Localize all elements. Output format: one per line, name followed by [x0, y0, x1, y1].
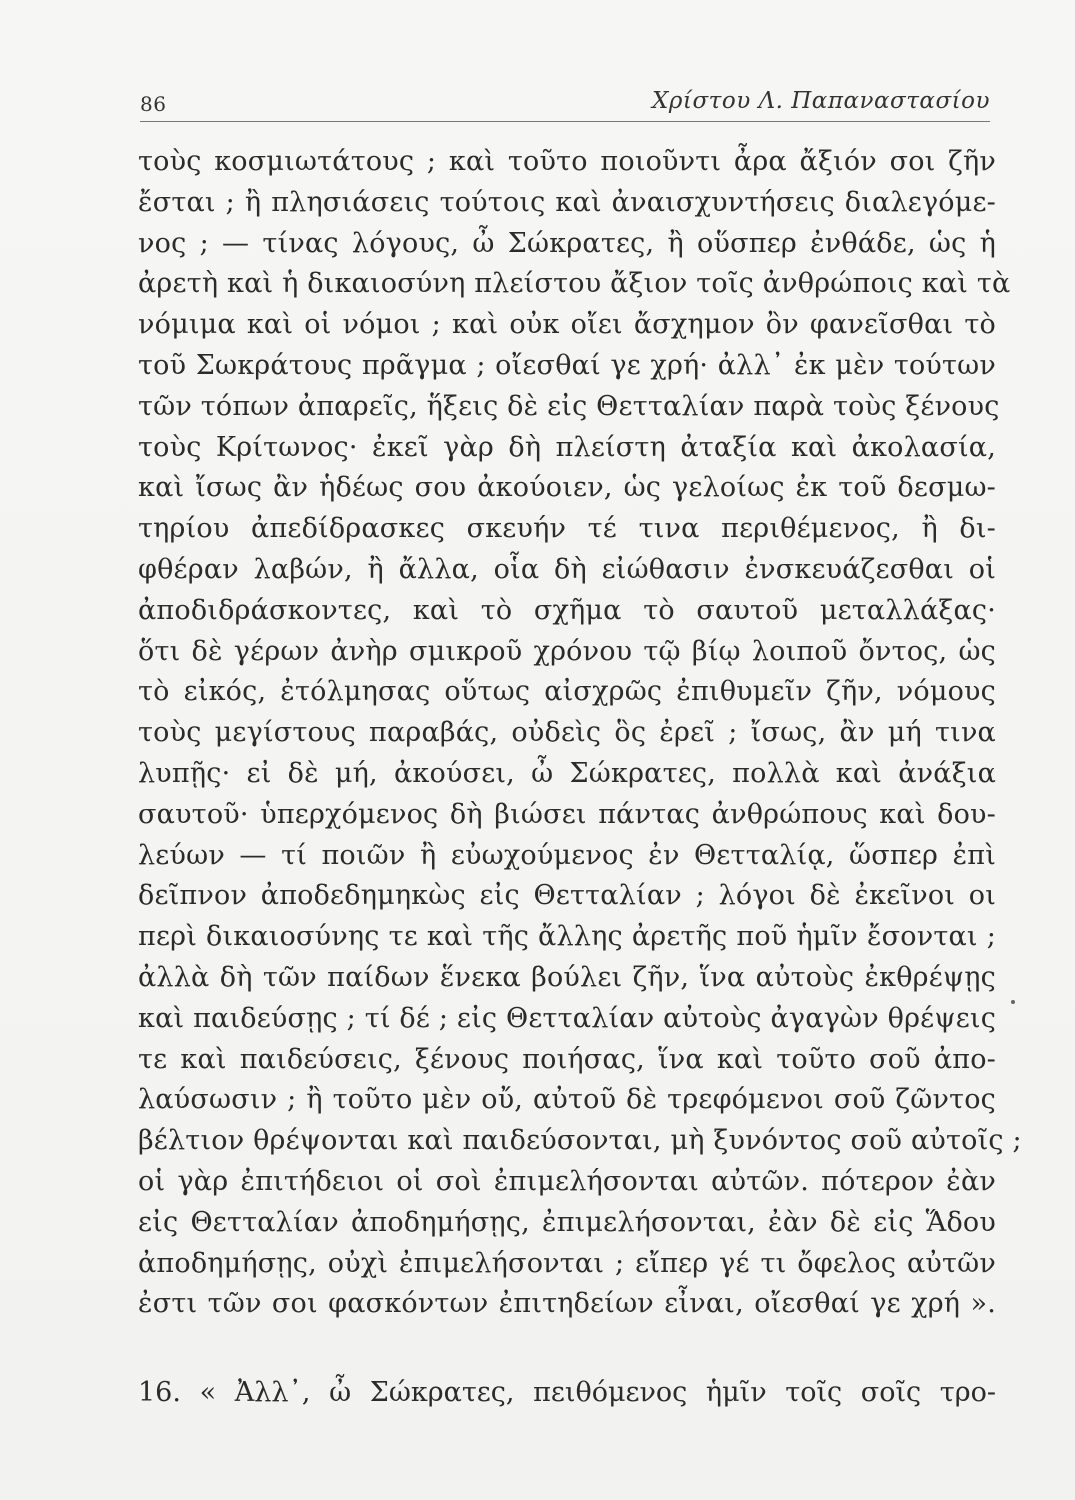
text-line: τοὺς κοσμιωτάτους ; καὶ τοῦτο ποιοῦντι ἆρα ἄξιόν σοι ζῆν [138, 146, 996, 177]
text-line: φθέραν λαβών, ἢ ἄλλα, οἷα δὴ εἰώθασιν ἐνσκευάζεσθαι οἱ [138, 553, 996, 585]
text-line: περὶ δικαιοσύνης τε καὶ τῆς ἄλλης ἀρετῆς ποῦ ἡμῖν ἔσονται ; [138, 921, 996, 953]
text-line: καὶ παιδεύσῃς ; τί δέ ; εἰς Θετταλίαν αὐτοὺς ἀγαγὼν θρέψεις [138, 1002, 997, 1034]
text-line: δεῖπνον ἀποδεδημηκὼς εἰς Θετταλίαν ; λόγοι δὲ ἐκεῖνοι οι [138, 880, 996, 912]
text-line: τὸ εἰκός, ἐτόλμησας οὕτως αἰσχρῶς ἐπιθυμεῖν ζῆν, νόμους [138, 676, 996, 708]
running-head [140, 88, 990, 128]
ink-spot [1011, 1000, 1015, 1004]
text-line: τε καὶ παιδεύσεις, ξένους ποιήσας, ἵνα καὶ τοῦτο σοῦ ἀπο- [138, 1043, 996, 1075]
text-line: τοὺς Κρίτωνος· ἐκεῖ γὰρ δὴ πλείστη ἀταξία καὶ ἀκολασία, [138, 431, 996, 463]
text-line: ὅτι δὲ γέρων ἀνὴρ σμικροῦ χρόνου τῷ βίῳ λοιποῦ ὄντος, ὡς [138, 635, 996, 667]
text-line: λαύσωσιν ; ἢ τοῦτο μὲν οὔ, αὐτοῦ δὲ τρεφόμενοι σοῦ ζῶντος [138, 1084, 996, 1116]
text-line: βέλτιον θρέψονται καὶ παιδεύσονται, μὴ ξυνόντος σοῦ αὐτοῖς ; [138, 1125, 1022, 1157]
text-line: τοῦ Σωκράτους πρᾶγμα ; οἴεσθαί γε χρή· ἀλλ᾽ ἐκ μὲν τούτων [138, 349, 996, 381]
header-rule [140, 121, 990, 122]
text-line: ἀλλὰ δὴ τῶν παίδων ἕνεκα βούλει ζῆν, ἵνα αὐτοὺς ἐκθρέψῃς [138, 961, 996, 993]
text-line: οἱ γὰρ ἐπιτήδειοι οἱ σοὶ ἐπιμελήσονται αὐτῶν. πότερον ἐὰν [138, 1165, 996, 1197]
next-paragraph-line: 16. « Ἀλλ᾽, ὦ Σώκρατες, πειθόμενος ἡμῖν τοῖς σοῖς τρο- [138, 1377, 996, 1408]
text-line: καὶ ἴσως ἂν ἡδέως σου ἀκούοιεν, ὡς γελοίως ἐκ τοῦ δεσμω- [138, 472, 996, 504]
text-line: τοὺς μεγίστους παραβάς, οὐδεὶς ὃς ἐρεῖ ; ἴσως, ἂν μή τινα [138, 717, 996, 749]
text-line: ἀποδιδράσκοντες, καὶ τὸ σχῆμα τὸ σαυτοῦ μεταλλάξας· [138, 594, 996, 626]
text-line: νόμιμα καὶ οἱ νόμοι ; καὶ οὐκ οἴει ἄσχημον ὂν φανεῖσθαι τὸ [138, 309, 996, 341]
page-number: 86 [140, 92, 167, 116]
text-line: λυπῇς· εἰ δὲ μή, ἀκούσει, ὦ Σώκρατες, πολλὰ καὶ ἀνάξια [138, 757, 996, 789]
text-line: λεύων — τί ποιῶν ἢ εὐωχούμενος ἐν Θετταλίᾳ, ὥσπερ ἐπὶ [138, 839, 996, 871]
text-line: ἐστι τῶν σοι φασκόντων ἐπιτηδείων εἶναι, οἴεσθαί γε χρή ». [138, 1288, 996, 1320]
text-line: νος ; — τίνας λόγους, ὦ Σώκρατες, ἢ οὕσπερ ἐνθάδε, ὡς ἡ [138, 227, 996, 259]
text-line: ἀποδημήσῃς, οὐχὶ ἐπιμελήσονται ; εἴπερ γέ τι ὄφελος αὐτῶν [138, 1247, 996, 1279]
text-line: σαυτοῦ· ὑπερχόμενος δὴ βιώσει πάντας ἀνθρώπους καὶ δου- [138, 798, 996, 830]
text-line: τηρίου ἀπεδίδρασκες σκευήν τέ τινα περιθέμενος, ἢ δι- [138, 513, 996, 545]
text-line: εἰς Θετταλίαν ἀποδημήσῃς, ἐπιμελήσονται, ἐὰν δὲ εἰς Ἅδου [138, 1206, 996, 1238]
text-line: ἀρετὴ καὶ ἡ δικαιοσύνη πλείστου ἄξιον τοῖς ἀνθρώποις καὶ τὰ [138, 268, 1011, 300]
text-line: ἔσται ; ἢ πλησιάσεις τούτοις καὶ ἀναισχυντήσεις διαλεγόμε- [138, 186, 996, 218]
main-text-block [138, 142, 1022, 1325]
text-line: τῶν τόπων ἀπαρεῖς, ἥξεις δὲ εἰς Θετταλίαν παρὰ τοὺς ξένους [138, 390, 1000, 422]
running-title: Χρίστου Λ. Παπαναστασίου [652, 88, 990, 114]
